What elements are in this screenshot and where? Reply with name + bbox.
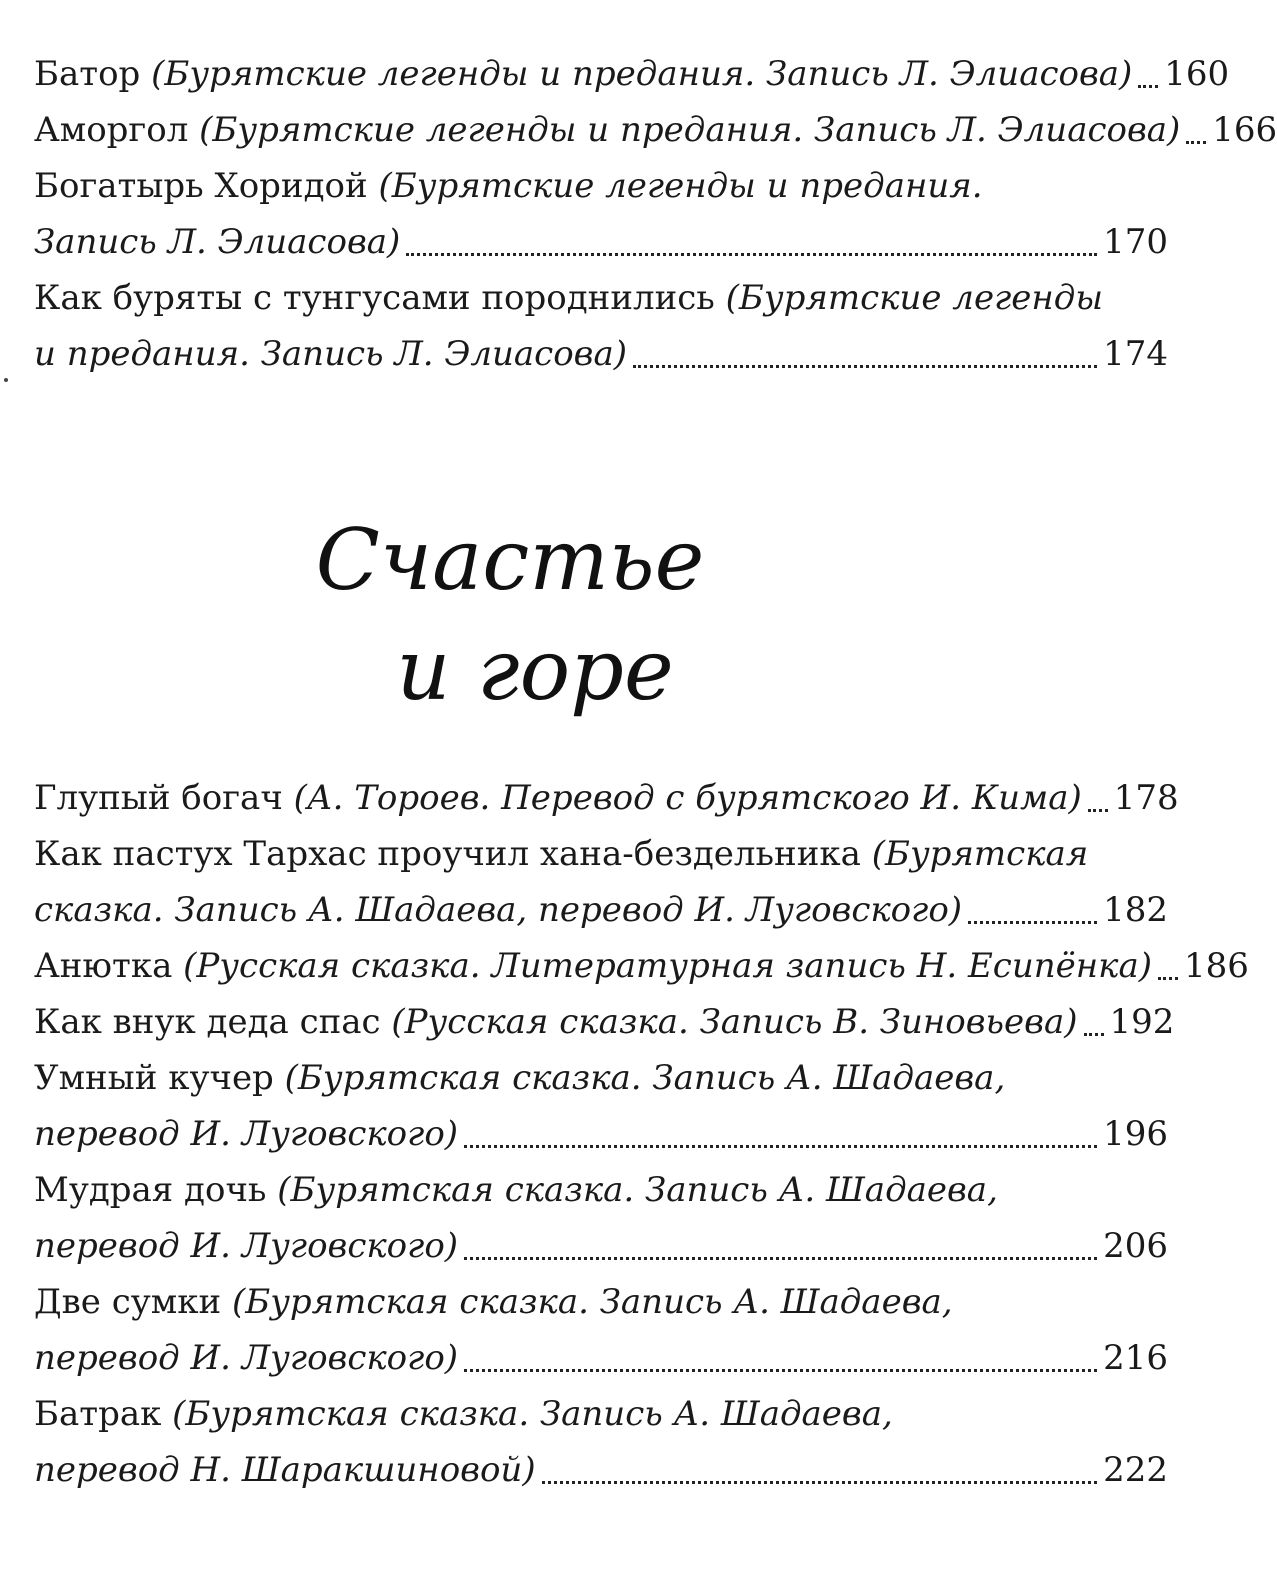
toc-entry-continuation[interactable] bbox=[34, 1330, 1168, 1386]
entry-title: Богатырь Хоридой bbox=[34, 166, 368, 206]
toc-entry[interactable] bbox=[34, 826, 1168, 882]
toc-entry[interactable] bbox=[34, 1162, 1168, 1218]
dot-leader bbox=[1084, 1033, 1104, 1036]
dot-leader bbox=[464, 1369, 1097, 1372]
entry-page-number: 196 bbox=[1103, 1114, 1168, 1154]
entry-page-number: 186 bbox=[1183, 946, 1249, 986]
entry-source-continuation: перевод Н. Шаракшиновой) bbox=[34, 1450, 536, 1490]
entry-title: Аморгол bbox=[34, 110, 189, 150]
toc-entry[interactable] bbox=[34, 994, 1175, 1050]
entry-title: Как буряты с тунгусами породнились bbox=[34, 278, 715, 318]
entry-source: (Бурятская сказка. Запись А. Шадаева, bbox=[284, 1058, 1006, 1098]
entry-source: (Русская сказка. Литературная запись Н. Есипёнка) bbox=[183, 946, 1152, 986]
entry-source: (Бурятская сказка. Запись А. Шадаева, bbox=[172, 1394, 893, 1434]
entry-title: Две сумки bbox=[34, 1282, 222, 1322]
dot-leader bbox=[1158, 977, 1178, 980]
toc-entry-continuation[interactable] bbox=[34, 214, 1168, 270]
dot-leader bbox=[1088, 809, 1108, 812]
toc-entry-continuation[interactable] bbox=[34, 1442, 1168, 1498]
toc-entry-continuation[interactable] bbox=[34, 326, 1168, 382]
section-heading-line1: Счастье bbox=[315, 511, 705, 609]
entry-source: (А. Тороев. Перевод с бурятского И. Кима) bbox=[293, 778, 1082, 818]
entry-source-continuation: сказка. Запись А. Шадаева, перевод И. Луговского) bbox=[34, 890, 963, 930]
entry-title: Умный кучер bbox=[34, 1058, 274, 1098]
toc-entry-continuation[interactable] bbox=[34, 1218, 1168, 1274]
section-heading bbox=[0, 505, 1250, 725]
dot-leader bbox=[1138, 85, 1158, 88]
entry-page-number: 182 bbox=[1103, 890, 1168, 930]
entry-page-number: 206 bbox=[1103, 1226, 1168, 1266]
dot-leader bbox=[968, 921, 1097, 924]
entry-title: Анютка bbox=[34, 946, 173, 986]
toc-entry[interactable] bbox=[34, 938, 1249, 994]
entry-page-number: 160 bbox=[1164, 54, 1230, 94]
entry-source-continuation: и предания. Запись Л. Элиасова) bbox=[34, 334, 627, 374]
dot-leader bbox=[464, 1145, 1097, 1148]
toc-entry[interactable] bbox=[34, 770, 1179, 826]
entry-title: Мудрая дочь bbox=[34, 1170, 267, 1210]
entry-title: Как внук деда спас bbox=[34, 1002, 381, 1042]
entry-page-number: 174 bbox=[1103, 334, 1168, 374]
section-heading-line2: и горе bbox=[396, 621, 674, 719]
entry-source-continuation: перевод И. Луговского) bbox=[34, 1226, 459, 1266]
toc-entry[interactable] bbox=[34, 158, 1168, 214]
entry-source: (Бурятская сказка. Запись А. Шадаева, bbox=[231, 1282, 953, 1322]
entry-page-number: 170 bbox=[1103, 222, 1168, 262]
dot-leader bbox=[464, 1257, 1097, 1260]
dot-leader bbox=[406, 253, 1097, 256]
entry-source: (Бурятская сказка. Запись А. Шадаева, bbox=[277, 1170, 998, 1210]
entry-page-number: 222 bbox=[1103, 1450, 1168, 1490]
entry-page-number: 178 bbox=[1113, 778, 1179, 818]
dot-leader bbox=[542, 1481, 1098, 1484]
entry-title: Батор bbox=[34, 54, 141, 94]
entry-page-number: 216 bbox=[1103, 1338, 1168, 1378]
toc-entry-continuation[interactable] bbox=[34, 1106, 1168, 1162]
toc-entry[interactable] bbox=[34, 1274, 1168, 1330]
toc-entry[interactable] bbox=[34, 102, 1277, 158]
entry-title: Батрак bbox=[34, 1394, 162, 1434]
toc-entry[interactable] bbox=[34, 270, 1168, 326]
entry-page-number: 192 bbox=[1109, 1002, 1175, 1042]
toc-entry[interactable] bbox=[34, 1386, 1168, 1442]
toc-section-before bbox=[34, 46, 1277, 382]
entry-source-continuation: перевод И. Луговского) bbox=[34, 1338, 459, 1378]
entry-source-continuation: Запись Л. Элиасова) bbox=[34, 222, 401, 262]
entry-source: (Бурятская bbox=[871, 834, 1089, 874]
dot-leader bbox=[1186, 141, 1206, 144]
toc-entry[interactable] bbox=[34, 46, 1230, 102]
entry-source-continuation: перевод И. Луговского) bbox=[34, 1114, 459, 1154]
dot-leader bbox=[633, 365, 1097, 368]
toc-entry[interactable] bbox=[34, 1050, 1168, 1106]
entry-page-number: 166 bbox=[1212, 110, 1277, 150]
toc-entry-continuation[interactable] bbox=[34, 882, 1168, 938]
entry-title: Глупый богач bbox=[34, 778, 283, 818]
stray-ink-dot bbox=[4, 378, 8, 382]
entry-title: Как пастух Тархас проучил хана-бездельника bbox=[34, 834, 861, 874]
entry-source: (Бурятские легенды и предания. bbox=[378, 166, 983, 206]
entry-source: (Бурятские легенды и предания. Запись Л. Элиасова) bbox=[151, 54, 1133, 94]
entry-source: (Русская сказка. Запись В. Зиновьева) bbox=[391, 1002, 1078, 1042]
entry-source: (Бурятские легенды и предания. Запись Л. Элиасова) bbox=[199, 110, 1181, 150]
entry-source: (Бурятские легенды bbox=[725, 278, 1104, 318]
toc-section-after bbox=[34, 770, 1249, 1498]
